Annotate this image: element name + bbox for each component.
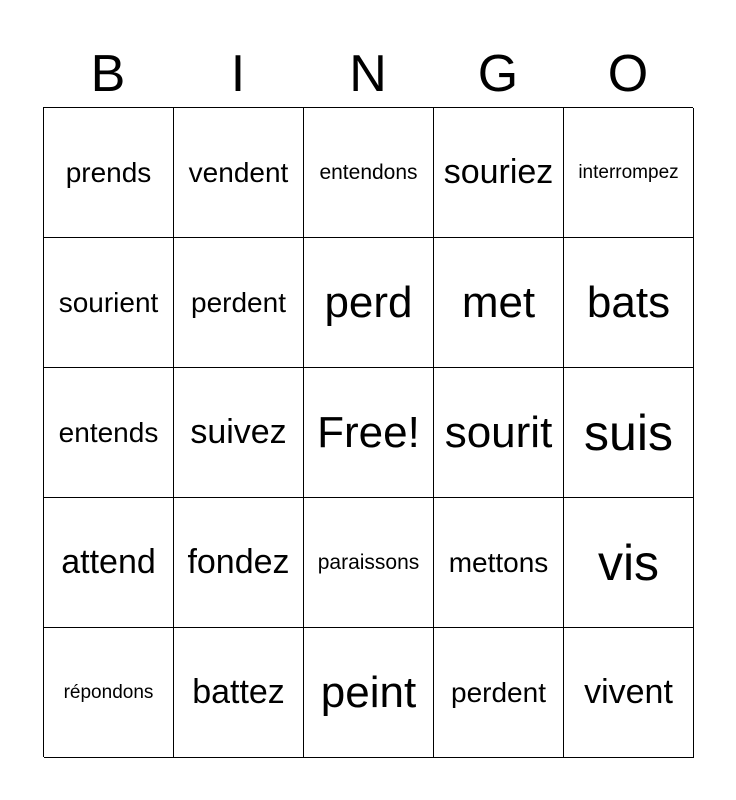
header-letter-g: G bbox=[477, 45, 519, 103]
bingo-cell-r5c1[interactable]: répondons bbox=[44, 628, 174, 758]
bingo-cell-r5c2[interactable]: battez bbox=[174, 628, 304, 758]
bingo-header bbox=[43, 44, 693, 104]
bingo-cell-r3c5[interactable]: suis bbox=[564, 368, 694, 498]
bingo-cell-r3c2[interactable]: suivez bbox=[174, 368, 304, 498]
bingo-cell-r4c2[interactable]: fondez bbox=[174, 498, 304, 628]
bingo-cell-r3c3-free[interactable]: Free! bbox=[304, 368, 434, 498]
header-letter-i: I bbox=[230, 45, 246, 103]
bingo-cell-r2c3[interactable]: perd bbox=[304, 238, 434, 368]
bingo-cell-r4c1[interactable]: attend bbox=[44, 498, 174, 628]
header-letter-b: B bbox=[90, 45, 126, 103]
bingo-cell-r1c4[interactable]: souriez bbox=[434, 108, 564, 238]
bingo-cell-r1c5[interactable]: interrompez bbox=[564, 108, 694, 238]
bingo-cell-r3c1[interactable]: entends bbox=[44, 368, 174, 498]
bingo-cell-r1c2[interactable]: vendent bbox=[174, 108, 304, 238]
bingo-cell-r5c5[interactable]: vivent bbox=[564, 628, 694, 758]
bingo-cell-r2c1[interactable]: sourient bbox=[44, 238, 174, 368]
header-letter-o: O bbox=[607, 45, 649, 103]
bingo-cell-r2c4[interactable]: met bbox=[434, 238, 564, 368]
bingo-cell-r2c2[interactable]: perdent bbox=[174, 238, 304, 368]
bingo-board bbox=[43, 107, 693, 757]
bingo-cell-r4c3[interactable]: paraissons bbox=[304, 498, 434, 628]
bingo-cell-r4c5[interactable]: vis bbox=[564, 498, 694, 628]
bingo-cell-r5c3[interactable]: peint bbox=[304, 628, 434, 758]
bingo-cell-r1c1[interactable]: prends bbox=[44, 108, 174, 238]
bingo-cell-r5c4[interactable]: perdent bbox=[434, 628, 564, 758]
bingo-cell-r4c4[interactable]: mettons bbox=[434, 498, 564, 628]
bingo-cell-r2c5[interactable]: bats bbox=[564, 238, 694, 368]
header-letter-n: N bbox=[349, 45, 387, 103]
bingo-cell-r1c3[interactable]: entendons bbox=[304, 108, 434, 238]
bingo-cell-r3c4[interactable]: sourit bbox=[434, 368, 564, 498]
